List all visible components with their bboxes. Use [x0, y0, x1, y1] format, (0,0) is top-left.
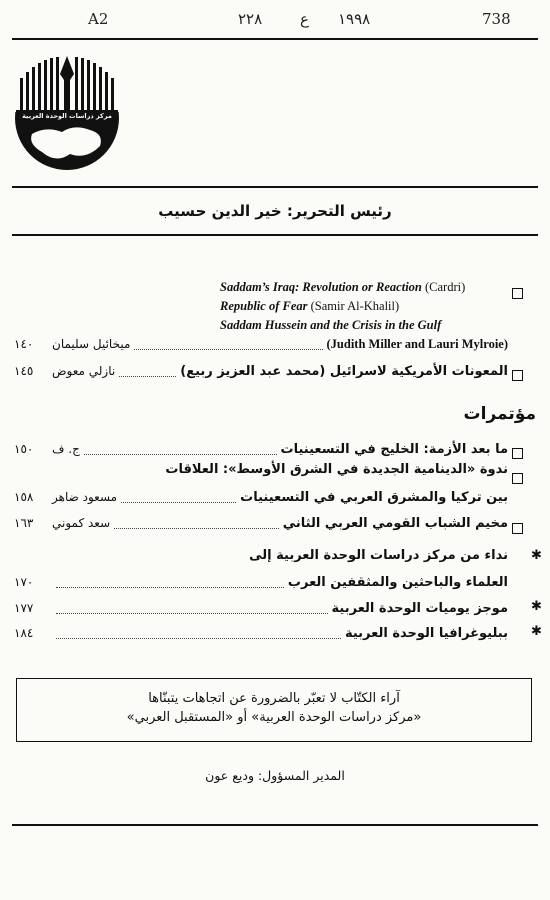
page-number: ١٦٣: [14, 516, 34, 530]
star-bullet: ✱: [531, 599, 542, 614]
disclaimer-line-1: آراء الكتّاب لا تعبّر بالضرورة عن اتجاهات يتبنّاها: [148, 691, 400, 706]
page-number: ١٧٠: [14, 575, 34, 589]
page-number: ١٥٠: [14, 442, 34, 456]
handwritten-letter: A2: [88, 10, 109, 28]
center-logo: [12, 52, 122, 172]
disclaimer-box: [16, 678, 532, 742]
appeal-title-line-1: نداء من مركز دراسات الوحدة العربية إلى: [249, 548, 508, 563]
handwritten-issue: ٢٢٨: [238, 10, 263, 28]
dot-leader: [121, 492, 236, 503]
review-title: المعونات الأمريكية لاسرائيل (محمد عبد العزيز ربيع): [180, 363, 508, 379]
toc-row-ar-review: [14, 360, 508, 382]
conference-author: سعد كموني: [52, 516, 111, 530]
dot-leader: [56, 577, 284, 588]
page-number: ١٧٧: [14, 601, 34, 615]
page-number: ١٤٥: [14, 364, 34, 378]
rule-below-editor: [12, 234, 538, 236]
bibliography-title: ببليوغرافيا الوحدة العربية: [344, 625, 508, 641]
checkbox-bullet: [512, 444, 523, 463]
toc-row-appeal: [14, 571, 508, 593]
book-review-en-3: Saddam Hussein and the Crisis in the Gulf: [220, 318, 442, 332]
conference-author: ج. ف: [52, 442, 80, 456]
toc-row-diary: [14, 597, 508, 619]
appeal-title-line-2: العلماء والباحثين والمثقفين العرب: [287, 574, 508, 590]
dot-leader: [56, 628, 341, 639]
toc-row-bibliography: [14, 622, 508, 644]
bottom-rule: [12, 824, 538, 826]
star-bullet: ✱: [531, 548, 542, 563]
book-review-en-2: Republic of Fear (Samir Al-Khalil): [220, 299, 400, 313]
checkbox-bullet-en: [512, 284, 523, 303]
conference-title-line-2: بين تركيا والمشرق العربي في التسعينيات: [240, 489, 508, 505]
managing-director: المدير المسؤول: وديع عون: [205, 768, 345, 783]
toc-row-conference-2: [14, 486, 508, 508]
star-bullet: ✱: [531, 624, 542, 639]
conference-title-line-1: ندوة «الدينامية الجديدة في الشرق الأوسط»: العلاقات: [165, 462, 508, 477]
dot-leader: [114, 518, 279, 529]
dot-leader: [119, 366, 176, 377]
conference-title: مخيم الشباب القومي العربي الثاني: [282, 515, 508, 531]
top-rule: [12, 38, 538, 40]
dot-leader: [134, 339, 322, 350]
diary-title: موجز يوميات الوحدة العربية: [331, 600, 508, 616]
toc-row-conference-3: [14, 512, 508, 534]
reviewer-name: نازلي معوض: [52, 364, 116, 378]
book-review-en-1: Saddam’s Iraq: Revolution or Reaction (Cardri): [220, 280, 466, 294]
disclaimer-line-2: «مركز دراسات الوحدة العربية» أو «المستقبل العربي»: [126, 710, 422, 725]
checkbox-bullet-ar: [512, 366, 523, 385]
toc-row-en-reviews: [14, 333, 508, 355]
page-number: ١٤٠: [14, 337, 34, 351]
logo-caption: مركز دراسات الوحدة العربية: [22, 112, 112, 120]
handwritten-year: ١٩٩٨: [338, 10, 371, 28]
handwritten-volume-word: ع: [300, 10, 309, 28]
editor-in-chief: رئيس التحرير: خير الدين حسيب: [158, 202, 392, 220]
page-number: ١٥٨: [14, 490, 34, 504]
conference-author: مسعود ضاهر: [52, 490, 118, 504]
handwritten-ref-code: 738: [482, 10, 511, 28]
page-number: ١٨٤: [14, 626, 34, 640]
rule-above-editor: [12, 186, 538, 188]
conference-title: ما بعد الأزمة: الخليج في التسعينيات: [280, 441, 508, 457]
dot-leader: [56, 603, 328, 614]
checkbox-bullet: [512, 519, 523, 538]
book-review-en-3-authors: (Judith Miller and Lauri Mylroie): [326, 336, 508, 351]
section-heading-conferences: مؤتمرات: [463, 404, 536, 424]
reviewer-name: ميخائيل سليمان: [52, 337, 131, 351]
dot-leader: [84, 444, 277, 455]
checkbox-bullet: [512, 469, 523, 488]
toc-row-conference-1: [14, 438, 508, 460]
